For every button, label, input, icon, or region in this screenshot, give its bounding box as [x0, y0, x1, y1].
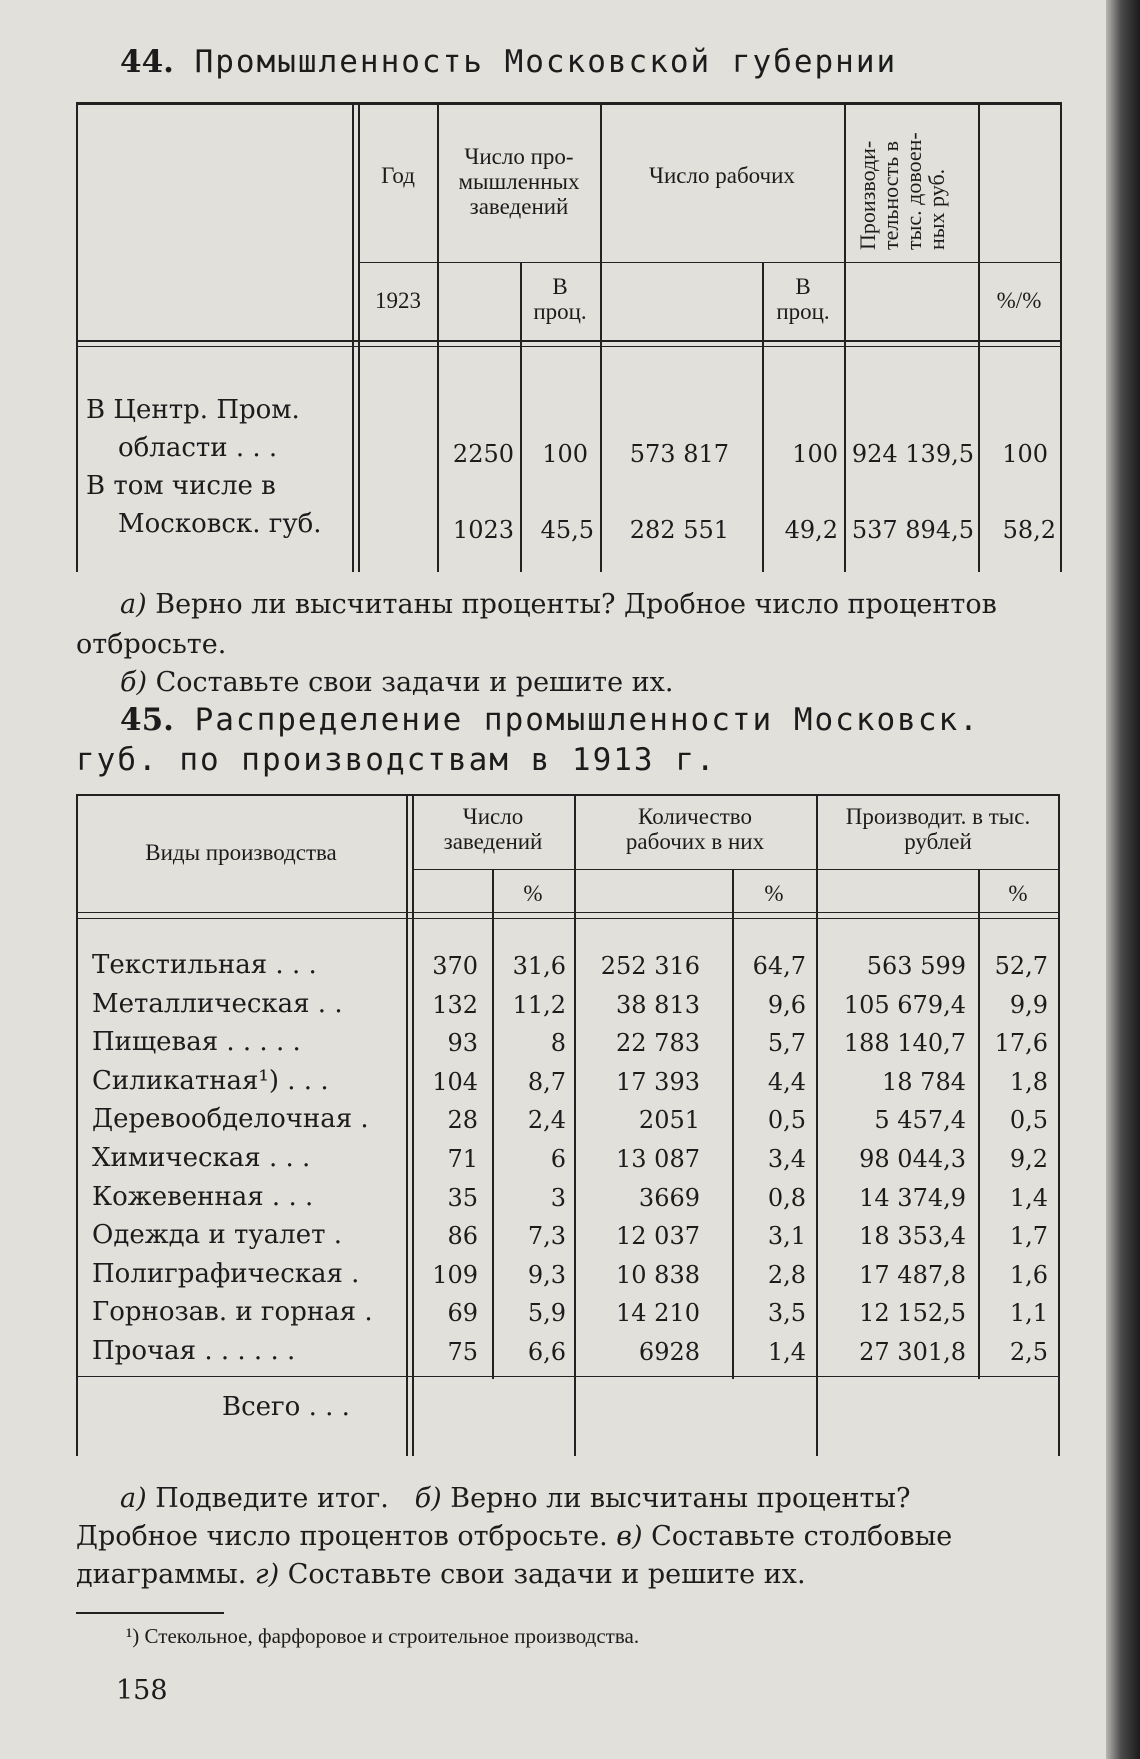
- cell-workers: 2051: [638, 1106, 700, 1135]
- cell-prod: 17 487,8: [859, 1260, 966, 1289]
- cell-value: 100: [542, 440, 588, 468]
- cell-workers: 3669: [638, 1183, 700, 1212]
- total-label: Всего . . .: [222, 1392, 350, 1422]
- cell-prod-pct: 9,9: [1009, 990, 1048, 1019]
- header-kind: Виды производства: [145, 840, 337, 865]
- cell-work-pct: 0,5: [767, 1106, 806, 1135]
- cell-value: 1023: [452, 516, 514, 544]
- header-pct: %: [523, 881, 543, 906]
- cell-prod: 5 457,4: [874, 1106, 966, 1135]
- cell-prod: 14 374,9: [859, 1183, 966, 1212]
- cell-work-pct: 2,8: [767, 1260, 806, 1289]
- cell-work-pct: 3,4: [767, 1145, 806, 1173]
- cell-prod-pct: 1,7: [1009, 1222, 1048, 1251]
- cell-workers: 17 393: [616, 1067, 700, 1096]
- cell-prod-pct: 52,7: [994, 952, 1048, 980]
- cell-work-pct: 4,4: [767, 1067, 806, 1096]
- cell-est: 35: [447, 1183, 478, 1212]
- cell-est-pct: 3: [550, 1183, 566, 1212]
- header-workers: Число рабочих: [649, 163, 795, 188]
- cell-prod: 563 599: [866, 952, 966, 980]
- question-44b: б) Составьте свои задачи и решите их.: [120, 667, 674, 698]
- header-workers: Количество рабочих в них: [625, 804, 765, 854]
- cell-est: 28: [447, 1106, 478, 1135]
- cell-est: 370: [432, 952, 478, 980]
- cell-prod: 105 679,4: [843, 990, 966, 1019]
- cell-prod: 27 301,8: [859, 1338, 966, 1366]
- cell-est-pct: 8,7: [527, 1067, 566, 1096]
- header-establishments: Число заведений: [443, 804, 543, 854]
- cell-prod-pct: 0,5: [1009, 1106, 1048, 1135]
- cell-est-pct: 9,3: [527, 1260, 566, 1289]
- row-label: Кожевенная . . .: [92, 1181, 314, 1212]
- question-45-line1: а) Подведите итог. б) Верно ли высчитаны проценты?: [120, 1483, 911, 1514]
- cell-value: 282 551: [629, 516, 729, 544]
- cell-prod: 18 353,4: [859, 1222, 966, 1251]
- problem-44-title: 44. Промышленность Московской губернии: [120, 44, 898, 80]
- footnote-rule: [76, 1612, 224, 1614]
- cell-work-pct: 64,7: [752, 952, 806, 980]
- cell-prod-pct: 1,6: [1009, 1260, 1048, 1289]
- cell-workers: 22 783: [616, 1029, 700, 1058]
- cell-value: 100: [1002, 440, 1048, 468]
- cell-est-pct: 5,9: [527, 1299, 566, 1328]
- question-44a-cont: отбросьте.: [76, 629, 227, 660]
- header-production: Производит. в тыс. рублей: [845, 804, 1031, 854]
- cell-value: 58,2: [1002, 516, 1056, 544]
- cell-prod: 98 044,3: [859, 1145, 966, 1173]
- cell-est-pct: 31,6: [512, 952, 566, 980]
- cell-prod-pct: 17,6: [994, 1029, 1048, 1058]
- cell-est-pct: 6: [550, 1145, 566, 1173]
- row-label: Деревообделочная .: [92, 1104, 369, 1135]
- question-44a: а) Верно ли высчитаны проценты? Дробное число процентов: [120, 589, 997, 620]
- row-label: области . . .: [118, 433, 278, 463]
- header-pct-production: %/%: [996, 288, 1042, 313]
- cell-workers: 14 210: [616, 1299, 700, 1328]
- cell-work-pct: 1,4: [767, 1338, 806, 1366]
- cell-prod: 188 140,7: [843, 1029, 966, 1058]
- header-production: Производи- тельность в тыс. довоен- ных руб.: [855, 132, 949, 250]
- cell-work-pct: 9,6: [767, 990, 806, 1019]
- row-label: В том числе в: [86, 471, 276, 501]
- cell-workers: 6928: [638, 1338, 700, 1366]
- cell-prod-pct: 9,2: [1009, 1145, 1048, 1173]
- cell-est: 75: [447, 1338, 478, 1366]
- row-label: Горнозав. и горная .: [92, 1297, 373, 1328]
- footnote: ¹) Стекольное, фарфоровое и строительное производства.: [126, 1624, 640, 1648]
- problem-45-title: 45. Распределение промышленности Московск.: [120, 702, 980, 738]
- row-label: Химическая . . .: [92, 1143, 311, 1173]
- header-year-value: 1923: [375, 288, 421, 313]
- cell-value: 573 817: [629, 440, 729, 468]
- question-45-line3: диаграммы. г) Составьте свои задачи и решите их.: [76, 1559, 806, 1590]
- cell-est-pct: 6,6: [527, 1338, 566, 1366]
- cell-prod-pct: 1,1: [1009, 1299, 1048, 1328]
- cell-value: 537 894,5: [851, 516, 974, 544]
- cell-est-pct: 2,4: [527, 1106, 566, 1135]
- row-label: Одежда и туалет .: [92, 1220, 342, 1251]
- row-label: В Центр. Пром.: [86, 395, 300, 425]
- header-pct-workers: В проц.: [776, 274, 830, 324]
- cell-workers: 12 037: [616, 1222, 700, 1251]
- cell-value: 49,2: [784, 516, 838, 544]
- row-label: Пищевая . . . . .: [92, 1027, 301, 1058]
- row-label: Металлическая . .: [92, 988, 343, 1019]
- cell-prod-pct: 2,5: [1009, 1338, 1048, 1366]
- question-45-line2: Дробное число процентов отбросьте. в) Составьте столбовые: [76, 1521, 953, 1552]
- cell-est-pct: 11,2: [512, 990, 566, 1019]
- cell-workers: 10 838: [616, 1260, 700, 1289]
- row-label: Силикатная¹) . . .: [92, 1065, 329, 1096]
- page-gutter-shadow: [1106, 0, 1140, 1759]
- cell-est: 132: [432, 990, 478, 1019]
- cell-est-pct: 7,3: [527, 1222, 566, 1251]
- cell-value: 45,5: [540, 516, 594, 544]
- cell-est: 93: [447, 1029, 478, 1058]
- header-establishments: Число про- мышленных заведений: [458, 144, 580, 219]
- cell-est: 104: [432, 1067, 478, 1096]
- row-label: Московск. губ.: [118, 509, 322, 539]
- cell-work-pct: 0,8: [767, 1183, 806, 1212]
- cell-est: 69: [447, 1299, 478, 1328]
- cell-est: 71: [447, 1145, 478, 1173]
- row-label: Текстильная . . .: [92, 950, 317, 980]
- header-pct: %: [764, 881, 784, 906]
- cell-work-pct: 3,1: [767, 1222, 806, 1251]
- cell-prod: 18 784: [882, 1067, 966, 1096]
- cell-prod: 12 152,5: [859, 1299, 966, 1328]
- cell-prod-pct: 1,4: [1009, 1183, 1048, 1212]
- cell-workers: 38 813: [616, 990, 700, 1019]
- header-pct: %: [1008, 881, 1028, 906]
- header-year: Год: [381, 163, 415, 188]
- cell-workers: 252 316: [600, 952, 700, 980]
- row-label: Прочая . . . . . .: [92, 1336, 296, 1366]
- cell-est: 109: [432, 1260, 478, 1289]
- row-label: Полиграфическая .: [92, 1258, 360, 1289]
- cell-value: 100: [792, 440, 838, 468]
- header-pct-establishments: В проц.: [533, 274, 587, 324]
- cell-prod-pct: 1,8: [1009, 1067, 1048, 1096]
- cell-value: 924 139,5: [851, 440, 974, 468]
- page-number: 158: [116, 1675, 168, 1706]
- problem-45-title-cont: губ. по производствам в 1913 г.: [76, 742, 717, 778]
- cell-est: 86: [447, 1222, 478, 1251]
- cell-work-pct: 5,7: [767, 1029, 806, 1058]
- cell-value: 2250: [452, 440, 514, 468]
- cell-workers: 13 087: [616, 1145, 700, 1173]
- cell-work-pct: 3,5: [767, 1299, 806, 1328]
- cell-est-pct: 8: [550, 1029, 566, 1058]
